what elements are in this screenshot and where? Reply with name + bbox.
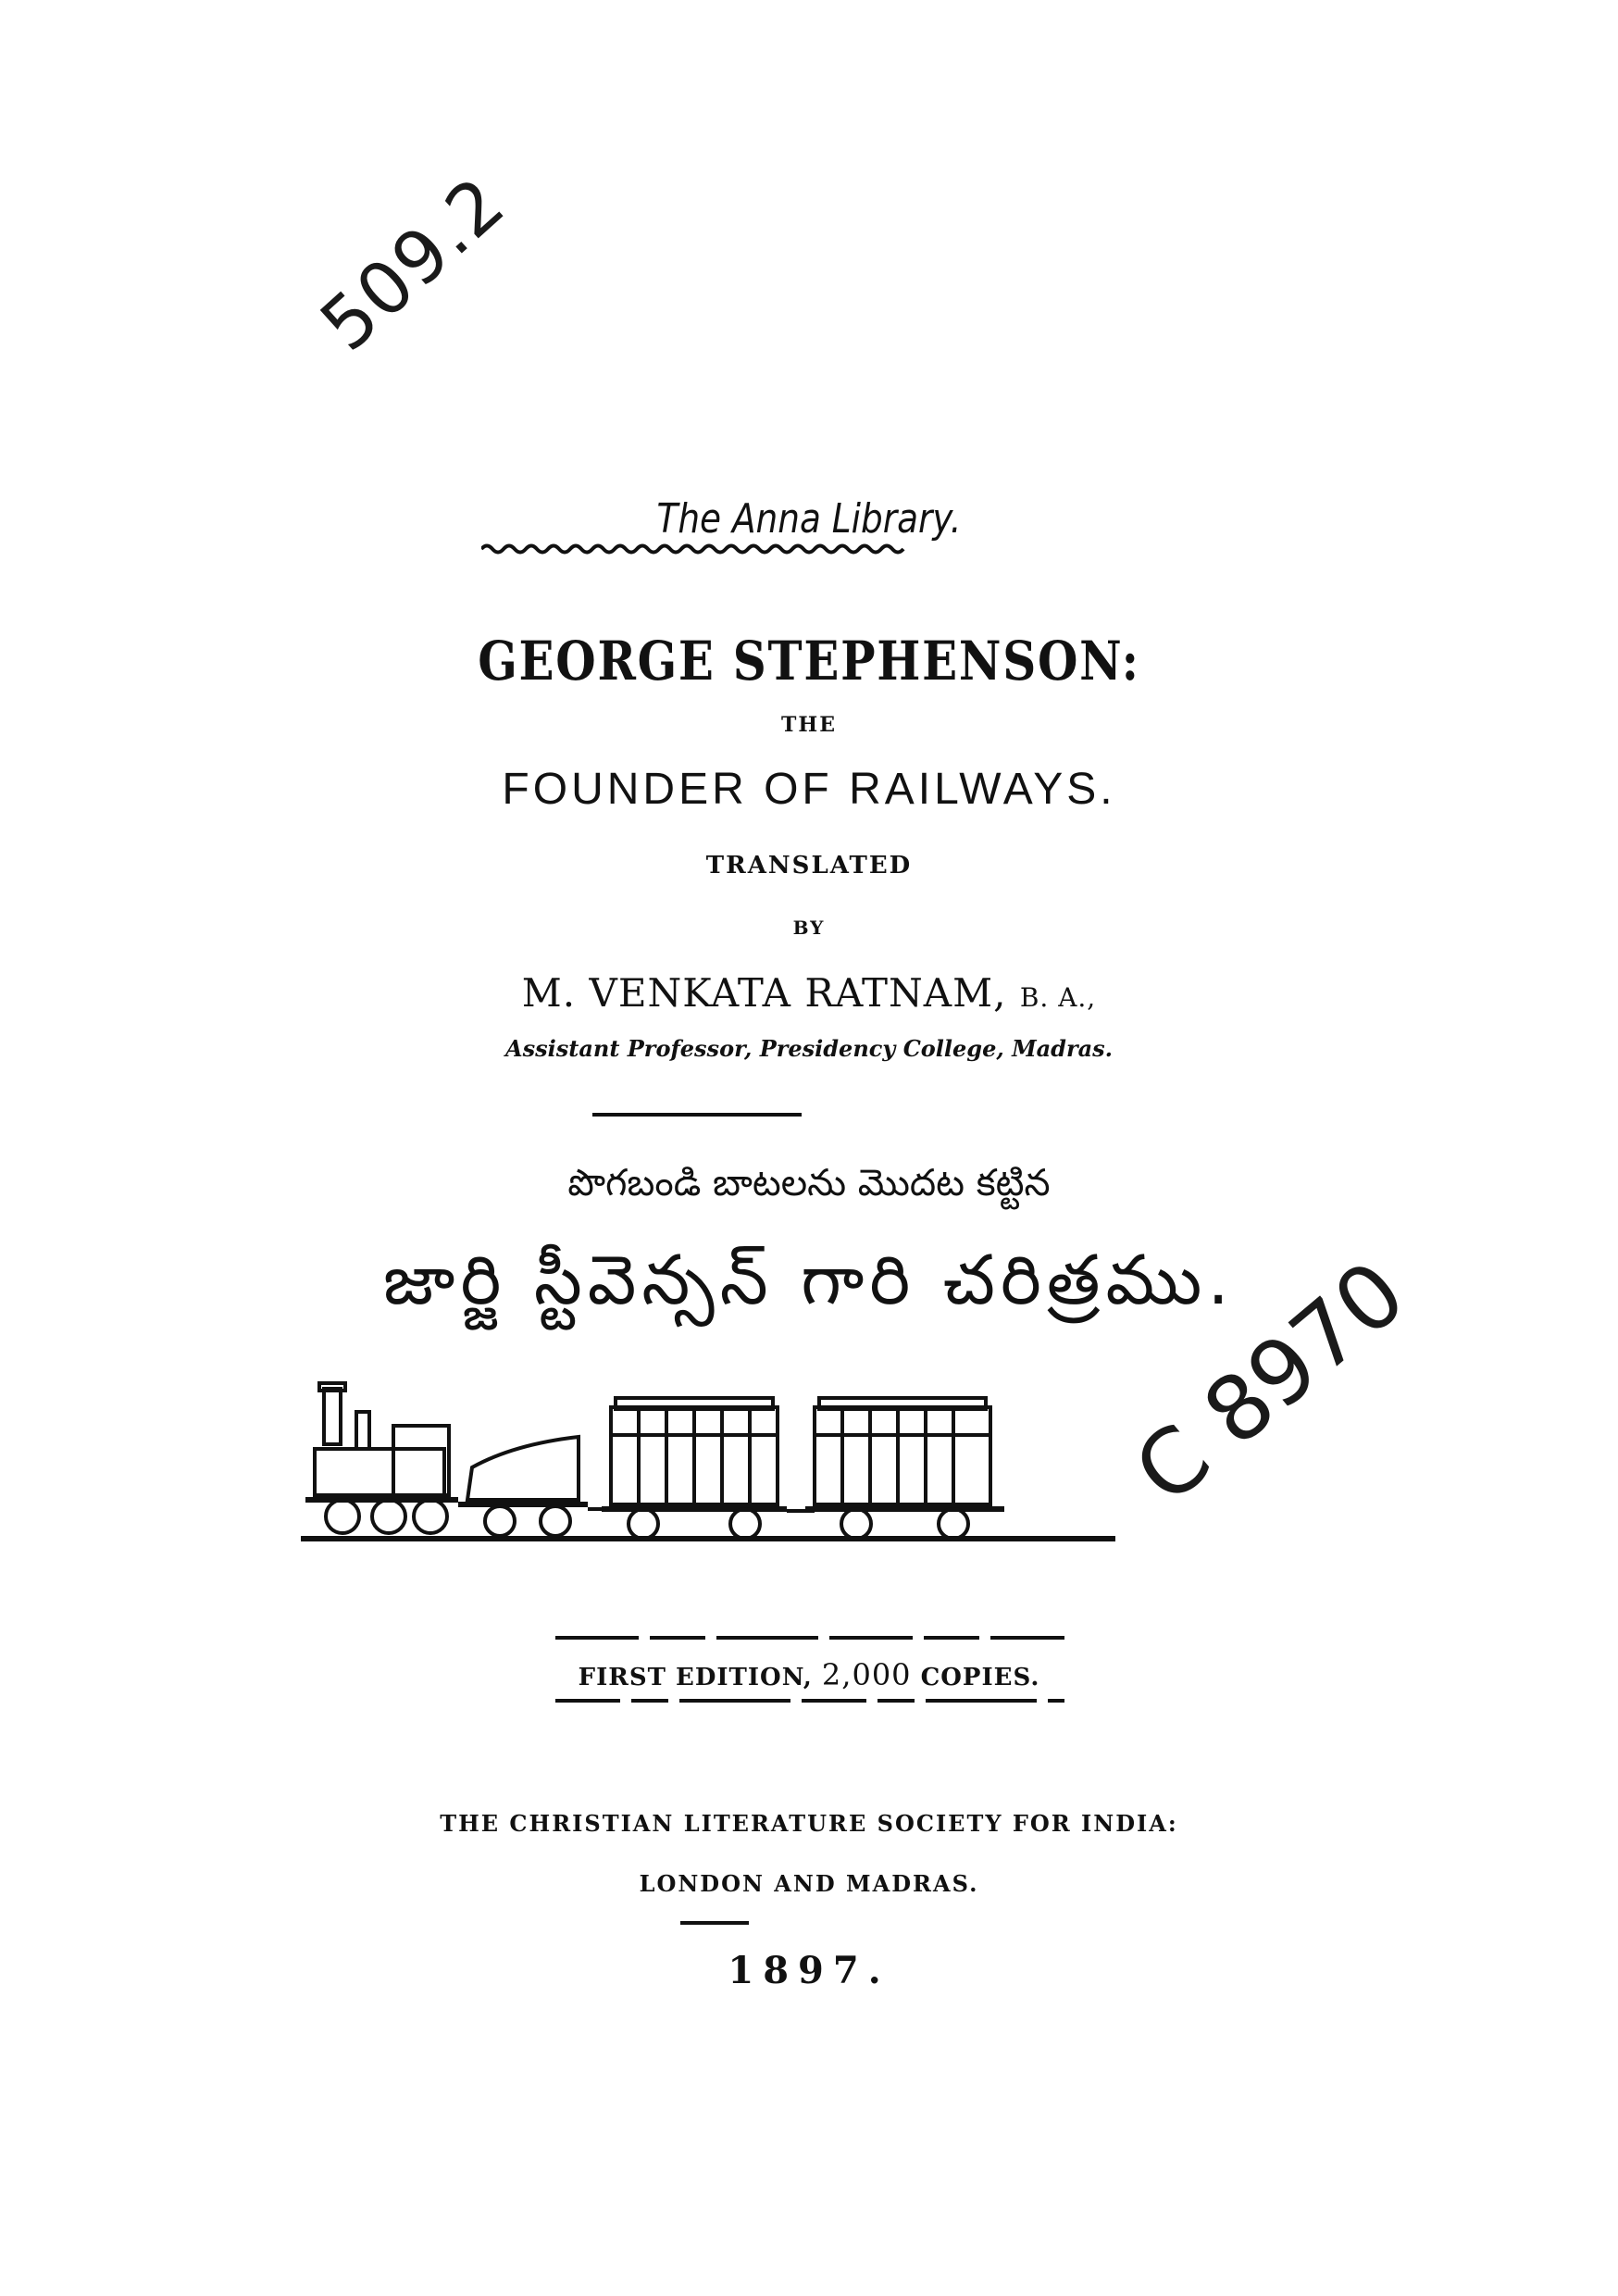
publisher-location: LONDON AND MADRAS.: [639, 1870, 979, 1897]
translator-degree: B. A.,: [1019, 982, 1097, 1013]
train-illustration: [301, 1370, 1115, 1546]
edition-statement: [0, 1657, 1618, 1692]
divider-rule-short: [680, 1921, 749, 1925]
title-connector-the: THE: [781, 713, 837, 737]
divider-rule: [592, 1113, 802, 1117]
edition-suffix: COPIES.: [920, 1664, 1040, 1691]
library-wavy-underline: [481, 542, 907, 556]
handwritten-shelf-mark: 509.2: [305, 160, 522, 368]
library-name: The Anna Library.: [656, 495, 962, 543]
translator-name-line: [0, 970, 1618, 1016]
book-subtitle: FOUNDER OF RAILWAYS.: [502, 765, 1116, 814]
book-title: GEORGE STEPHENSON:: [478, 630, 1140, 693]
publisher-name: THE CHRISTIAN LITERATURE SOCIETY FOR INDIA:: [440, 1810, 1178, 1837]
edition-copy-count: 2,000: [821, 1657, 912, 1692]
translator-title: Assistant Professor, Presidency College, Madras.: [504, 1035, 1114, 1062]
translator-name: M. VENKATA RATNAM,: [521, 970, 1007, 1016]
handwritten-accession-number: C 8970: [1115, 1241, 1425, 1524]
telugu-title-line-1: పొగబండి బాటలను మొదట కట్టిన: [567, 1162, 1051, 1204]
publication-year: 1897.: [728, 1949, 890, 1992]
telugu-title-line-2: జార్జి స్టీవెన్సన్ గారి చరిత్రము.: [383, 1241, 1235, 1320]
edition-prefix: FIRST EDITION,: [578, 1664, 813, 1691]
by-label: BY: [792, 917, 826, 939]
translated-label: TRANSLATED: [705, 852, 913, 880]
